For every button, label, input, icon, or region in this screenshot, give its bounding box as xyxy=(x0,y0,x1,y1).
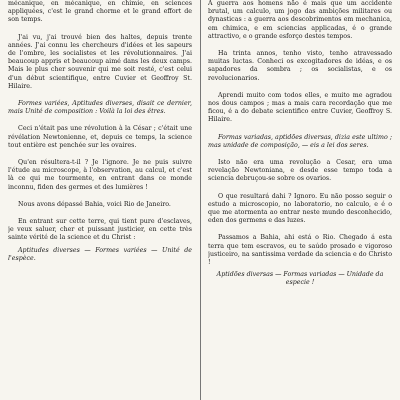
paragraph: Nous avons dépassé Bahia, voici Rio de Janeiro. xyxy=(18,200,171,208)
paragraph: En entrant sur cette terre, qui tient pure d'esclaves, je veux saluer, cher et puissant justicier, en cette très sainte vérité de la science et du Christ : xyxy=(8,218,192,242)
paragraph: Ceci n'était pas une révolution à la César ; c'était une révélation Newtonienne, et, depuis ce temps, la science tout entière est penchée sur les ovaires. xyxy=(8,125,192,149)
paragraph: Ha trinta annos, tenho visto, tenho atravessado muitas luctas. Conheci os excogitadores de idéas, e os sapadores da sombra ; os socialistas, e os revolucionarios. xyxy=(208,50,392,82)
paragraph: A guerra aos homens não é mais que um accidente brutal, um calculo, um jogo das ambições militares ou dynasticas : a guerra aos descobrimentos em mechanica, em chimica, e em sciencias applicadas, é o grande attractivo, e o grande esforço destes tempos. xyxy=(208,0,392,40)
paragraph: Formas variadas, aptidões diversas, dizia este ultimo ; mas unidade de composição, — eis a lei dos seres. xyxy=(208,133,392,149)
paragraph: J'ai vu, j'ai trouvé bien des haltes, depuis trente années. J'ai connu les chercheurs d'idées et les sapeurs de l'ombre, les socialistes et les révolutionnaires. J'ai beaucoup appris et beaucoup aimé dans les deux camps. Mais le plus cher souvenir qui me soit resté, c'est celui d'un début scientifique, entre Cuvier et Geoffroy St. Hilaire. xyxy=(8,33,192,90)
column-divider xyxy=(200,0,201,400)
french-column xyxy=(8,0,192,400)
paragraph: Aprendi muito com todos elles, e muito me agradou nos dous campos ; mas a mais cara recordação que me ficou, é a do debate scientifico entre Cuvier, Geoffroy S. Hilaire. xyxy=(208,91,392,124)
portuguese-column xyxy=(208,0,392,400)
paragraph: Formes variées, Aptitudes diverses, disait ce dernier, mais Unité de composition : Voilà la loi des êtres. xyxy=(8,100,192,116)
paragraph: O que resultará dahi ? Ignoro. Eu não posso seguir o estudo a microscopio, no laboratorio, no calculo, e é o que me atormenta ao entrar neste mundo desconhecido, eden dos germens e das luzes. xyxy=(208,192,392,225)
paragraph: Aptidões diversas — Formas variadas — Unidade da especie ! xyxy=(216,271,384,287)
paragraph: mécanique, en mécanique, en chimie, en sciences appliquées, c'est le grand chorme et le grand effort de son temps. xyxy=(8,0,192,24)
paragraph: Isto não era uma revolução a Cesar, era uma revelação Newtoniana, e desde esse tempo toda a sciencia debruçou-se sobre os ovarios. xyxy=(208,159,392,183)
paragraph: Passamos a Bahia, ahi está o Rio. Chegado á esta terra que tem escravos, eu te saúdo prosado e vigoroso justiceiro, na santissima verdade da sciencia e do Christo ! xyxy=(208,234,392,267)
paragraph: Aptitudes diverses — Formes variées — Unité de l'espèce. xyxy=(8,246,192,262)
paragraph: Qu'en résultera-t-il ? Je l'ignore. Je ne puis suivre l'étude au microscope, à l'observation, au calcul, et c'est là ce qui me tourmente, en entrant dans ce monde inconnu, fiden des germes et des lumières ! xyxy=(8,159,192,191)
